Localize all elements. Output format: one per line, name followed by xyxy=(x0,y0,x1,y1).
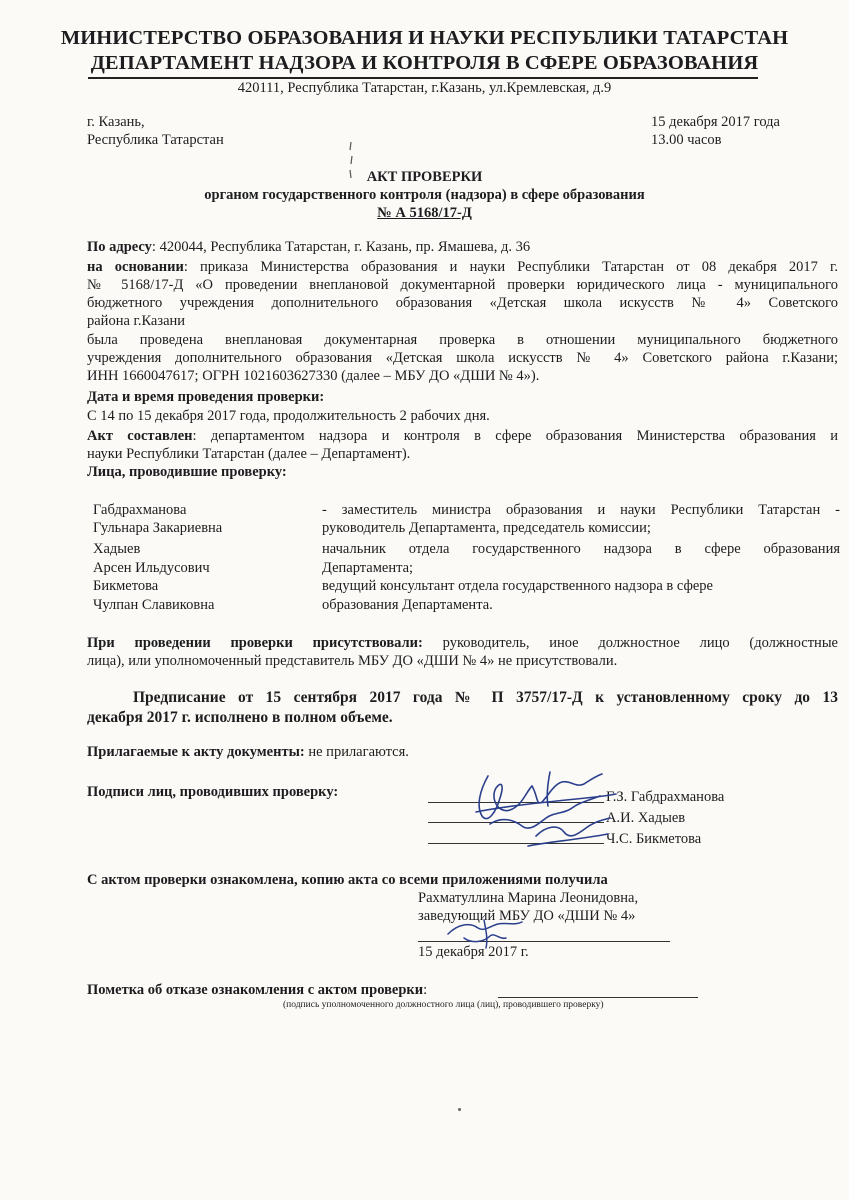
act-time: 13.00 часов xyxy=(651,132,722,148)
inspector-role-cont: руководитель Департамента, председатель комиссии; xyxy=(322,520,651,536)
basis-line-3: бюджетного учреждения дополнительного образования «Детская школа искусств № 4» Советского xyxy=(87,295,838,311)
present-line-1 xyxy=(87,634,838,652)
conducted-line-2: учреждения дополнительного образования «Детская школа искусств № 4» Советского района г.Казани; xyxy=(87,350,838,366)
refusal-label: Пометка об отказе ознакомления с актом проверки xyxy=(87,982,424,998)
refusal-line xyxy=(87,982,427,999)
present-text-1: руководитель, иное должностное лицо (должностные xyxy=(422,635,838,651)
compiled-label: Акт составлен xyxy=(87,428,193,444)
signer-name: Г.З. Габдрахманова xyxy=(606,789,725,805)
inspector-role-cont: образования Департамента. xyxy=(322,597,493,613)
inspector-role: ведущий консультант отдела государственного надзора в сфере xyxy=(322,578,713,594)
refusal-signature-line xyxy=(498,997,698,998)
ministry-address: 420111, Республика Татарстан, г.Казань, ул.Кремлевская, д.9 xyxy=(237,80,612,96)
compiled-line-2: науки Республики Татарстан (далее – Департамент). xyxy=(87,446,411,462)
refusal-caption: (подпись уполномоченного должностного лица (лиц), проводившего проверку) xyxy=(283,1000,604,1010)
ministry-heading: МИНИСТЕРСТВО ОБРАЗОВАНИЯ И НАУКИ РЕСПУБЛИКИ ТАТАРСТАН xyxy=(60,27,789,49)
address-value: : 420044, Республика Татарстан, г. Казань, пр. Ямашева, д. 36 xyxy=(151,239,531,255)
conducted-line-1: была проведена внеплановая документарная проверка в отношении муниципального бюджетного xyxy=(87,332,838,348)
basis-line-4: района г.Казани xyxy=(87,313,186,329)
basis-text-1: : приказа Министерства образования и науки Республики Татарстан от 08 декабря 2017 г. xyxy=(183,259,838,275)
acquainted-label: С актом проверки ознакомлена, копию акта со всеми приложениями получила xyxy=(87,872,608,888)
head-signature-scribble xyxy=(444,914,534,950)
attachments-value: не прилагаются. xyxy=(304,744,409,760)
present-line-2: лица), или уполномоченный представитель МБУ ДО «ДШИ № 4» не присутствовали. xyxy=(87,653,618,669)
acquainted-position: заведующий МБУ ДО «ДШИ № 4» xyxy=(418,908,636,924)
act-subtitle: органом государственного контроля (надзора) в сфере образования xyxy=(204,187,645,203)
address-line xyxy=(87,239,530,256)
inspector-role: начальник отдела государственного надзора в сфере образования xyxy=(322,541,840,557)
compiled-text-1: : департаментом надзора и контроля в сфере образования Министерства образования и xyxy=(192,428,838,444)
signer-name: А.И. Хадыев xyxy=(606,810,686,826)
place-city: г. Казань, xyxy=(87,114,145,130)
scan-speck xyxy=(458,1108,461,1111)
acquainted-person: Рахматуллина Марина Леонидовна, xyxy=(418,890,639,906)
inspector-surname: Хадыев xyxy=(93,541,141,557)
period-value: С 14 по 15 декабря 2017 года, продолжительность 2 рабочих дня. xyxy=(87,408,490,424)
compiled-line-1 xyxy=(87,427,838,445)
inspector-name: Гульнара Закариевна xyxy=(93,520,223,536)
prescription-line-1: Предписание от 15 сентября 2017 года № П 3757/17-Д к установленному сроку до 13 xyxy=(133,689,838,706)
prescription-line-2: декабря 2017 г. исполнено в полном объеме. xyxy=(87,709,393,726)
inspector-role: - заместитель министра образования и науки Республики Татарстан - xyxy=(322,502,840,518)
inspector-surname: Габдрахманова xyxy=(93,502,187,518)
basis-label: на основании xyxy=(87,259,184,275)
header-divider xyxy=(88,77,758,79)
department-heading: ДЕПАРТАМЕНТ НАДЗОРА И КОНТРОЛЯ В СФЕРЕ ОБРАЗОВАНИЯ xyxy=(90,52,759,74)
inspector-role-cont: Департамента; xyxy=(322,560,414,576)
scan-mark xyxy=(346,140,356,180)
act-date: 15 декабря 2017 года xyxy=(651,114,780,130)
place-republic: Республика Татарстан xyxy=(87,132,224,148)
inspector-surname: Бикметова xyxy=(93,578,159,594)
period-label: Дата и время проведения проверки: xyxy=(87,389,325,405)
act-number: № А 5168/17-Д xyxy=(377,205,472,221)
present-label: При проведении проверки присутствовали: xyxy=(87,635,423,651)
persons-label: Лица, проводившие проверку: xyxy=(87,464,287,480)
conducted-line-3: ИНН 1660047617; ОГРН 1021603627330 (далее – МБУ ДО «ДШИ № 4»). xyxy=(87,368,540,384)
act-title: АКТ ПРОВЕРКИ xyxy=(366,169,483,185)
attachments-line xyxy=(87,744,409,761)
basis-line-2: № 5168/17-Д «О проведении внеплановой документарной проверки юридического лица - муниципального xyxy=(87,277,838,293)
basis-line-1 xyxy=(87,258,838,276)
refusal-colon: : xyxy=(423,982,428,998)
attachments-label: Прилагаемые к акту документы: xyxy=(87,744,305,760)
acquainted-date: 15 декабря 2017 г. xyxy=(418,944,529,960)
inspector-signatures-scribble xyxy=(466,762,626,854)
inspector-name: Чулпан Славиковна xyxy=(93,597,215,613)
signer-name: Ч.С. Бикметова xyxy=(606,831,702,847)
address-label: По адресу xyxy=(87,239,152,255)
signatures-label: Подписи лиц, проводивших проверку: xyxy=(87,784,339,800)
inspector-name: Арсен Ильдусович xyxy=(93,560,210,576)
act-number-line xyxy=(0,205,849,222)
